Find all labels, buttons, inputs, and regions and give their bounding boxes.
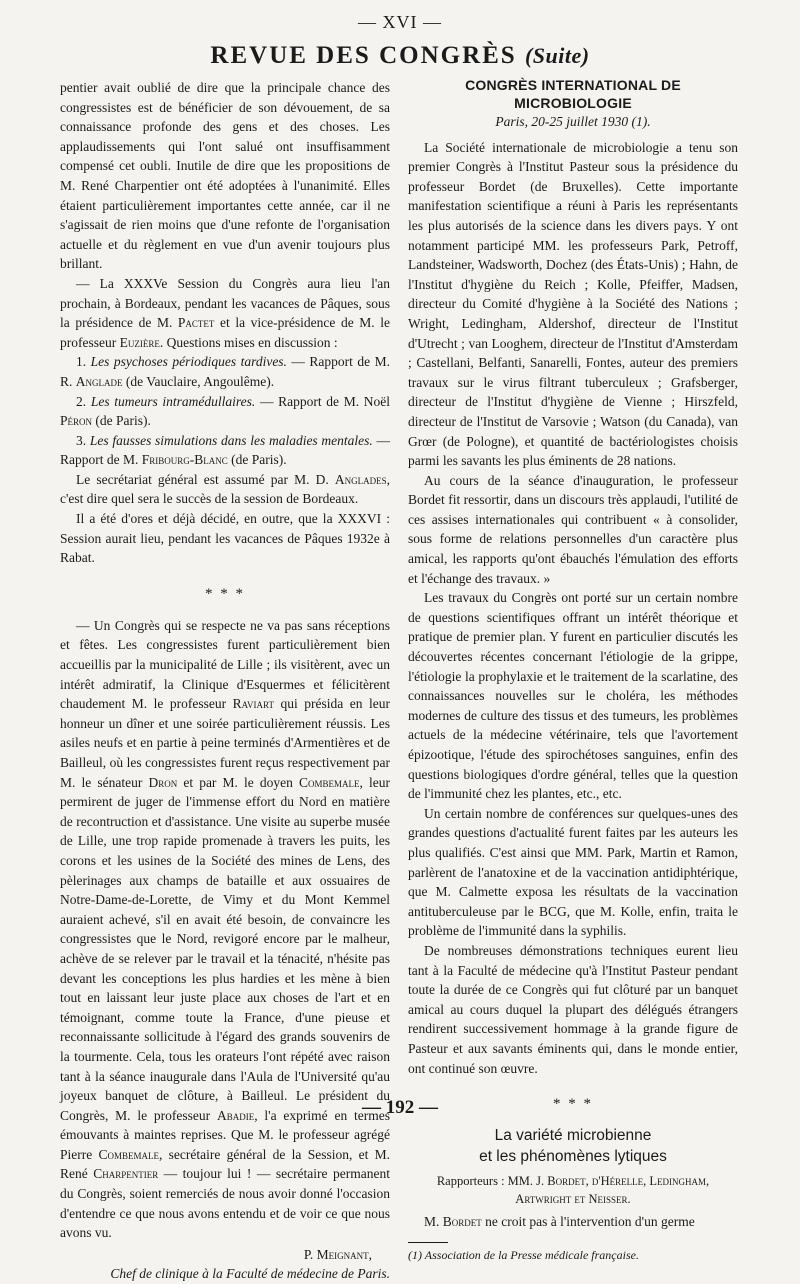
text-run: — Un Congrès qui se respecte ne va pas sans réceptions et fêtes. Les congressistes furent particulièrement bien accueillis par la municipalité de Lille ; ils visitèrent, avec un intérêt admiratif, la Clinique d'Esquermes et félicitèrent chaudement M. le professeur xyxy=(60,617,390,712)
congress-date: Paris, 20-25 juillet 1930 (1). xyxy=(495,114,651,129)
text-run: ne croit pas à l'intervention d'un germe xyxy=(481,1214,695,1230)
text-run: et la vice-présidence de M. le professeur xyxy=(60,315,390,350)
person-name: Anglades xyxy=(334,471,387,487)
masthead xyxy=(0,42,800,70)
reporter-names: J. Bordet, d'Hérelle, Ledingham, Artwright et Neisser. xyxy=(515,1174,710,1207)
person-name: Abadie xyxy=(216,1107,255,1123)
text-run: (de Paris). xyxy=(92,413,151,429)
question-item: 3. Les fausses simulations dans les maladies mentales. — Rapport de M. Fribourg-Blanc (de Paris). xyxy=(60,432,390,468)
question-title: Les psychoses périodiques tardives. xyxy=(90,354,287,370)
question-item: 2. Les tumeurs intramédullaires. — Rapport de M. Noël Péron (de Paris). xyxy=(60,393,391,429)
text-run: — La XXXVe Session du Congrès aura lieu l'an prochain, à Bordeaux, pendant les vacances de Pâques, sous la présidence de M. xyxy=(60,275,390,331)
masthead-suite: (Suite) xyxy=(524,43,590,68)
page-number: — 192 — xyxy=(362,1097,438,1118)
footnote-rule xyxy=(408,1242,448,1243)
signature-role: Chef de clinique à la Faculté de médecine de Paris. xyxy=(110,1266,390,1282)
section-title: La variété microbienne xyxy=(494,1127,652,1145)
person-name: Raviart xyxy=(232,696,274,712)
text-run: (de Vauclaire, Angoulême). xyxy=(122,373,275,389)
question-item: 1. Les psychoses périodiques tardives. — Rapport de M. R. Anglade (de Vauclaire, Angoulême). xyxy=(60,354,390,389)
person-name: Combemale xyxy=(299,774,360,790)
text-run: , c'est dire quel sera le succès de la session de Bordeaux. xyxy=(60,471,390,507)
person-name: Anglade xyxy=(75,373,123,389)
masthead-title: REVUE DES CONGRÈS xyxy=(210,42,517,69)
text-run: — Rapport de M. Noël xyxy=(255,393,391,409)
text-run: — toujour lui ! — secrétaire permanent du Congrès, soient remerciés de nous avoir donné l'occasion d'entendre ce que nous avons entendu et de voir ce que nous avons vu. xyxy=(60,1166,390,1241)
question-title: Les fausses simulations dans les maladies mentales. xyxy=(89,432,373,448)
paragraph: La Société internationale de microbiologie a tenu son premier Congrès à l'Institut Pasteur sous la présidence du professeur Bordet (de Bruxelles). Cette importante manifestation scientifique a réuni à Paris les représentants les plus autorisés de la science dans les divers pays. Y ont notamment participé MM. les professeurs Park, Petroff, Landsteiner, Wadsworth, Dochez (des États-Unis) ; Hahn, de l'Institut d'hygiène du Reich ; Kolle, Pfeiffer, Madsen, directeur du Comité d'hygiène à la Société des Nations ; Wright, Ledingham, Aldershof, directeur de l'Institut d'Utrecht ; van Looghem, directeur de l'Institut d'Amsterdam ; Castellani, Belfanti, Sanarelli, Fontes, auteur des premiers travaux sur le virus filtrant tuberculeux ; Grafsberger, directeur de l'Institut d'hygiène de Vienne ; Hirszfeld, directeur de l'Institut de Varsovie ; Watson (du Canada), van Grœr (de Pologne), et quantité de bactériologistes choisis parmi les savants les plus éminents de 28 nations. xyxy=(408,139,738,469)
paragraph: Il a été d'ores et déjà décidé, en outre, que la XXXVI : Session aurait lieu, pendant les vacances de Pâques 1932e à Rabat. xyxy=(60,511,390,566)
signature-name: P. Meignant, xyxy=(303,1246,372,1262)
person-name: Fribourg-Blanc xyxy=(141,452,228,468)
person-name: Charpentier xyxy=(93,1166,159,1182)
paragraph: pentier avait oublié de dire que la principale chance des congressistes est de bénéficier de son dévouement, de sa connaissance profonde des gens et des choses. Les applaudissements qui l'ont salué ont insuffisamment compensé cet oubli. Inutile de dire que les propositions de M. René Charpentier ont été adoptées à l'unanimité. Elles étaient particulièrement importantes cette année, car il ne s'agissait de rien moins que d'une refonte de l'organisation actuelle et du règlement en vue d'un avenir toujours plus brillant. xyxy=(60,80,390,272)
person-name: Combemale xyxy=(98,1146,160,1162)
footnote: (1) Association de la Presse médicale française. xyxy=(408,1247,639,1262)
text-run: qui présida en leur honneur un dîner et une soirée particulièrement réussis. Les asiles neufs et en partie à peine terminés d'Armentières et de Bailleul, où les congressistes furent reçus respectivement par M. le sénateur xyxy=(60,696,390,790)
text-run: Rapporteurs : MM. xyxy=(436,1174,537,1189)
text-run: et par M. le doyen xyxy=(177,774,299,790)
person-name: Dron xyxy=(148,774,178,790)
congress-title: CONGRÈS INTERNATIONAL DE MICROBIOLOGIE xyxy=(465,77,681,111)
person-name: Bordet xyxy=(442,1214,482,1230)
paragraph xyxy=(60,470,390,509)
person-name: Euzière xyxy=(119,334,160,350)
paragraph: Un certain nombre de conférences sur quelques-unes des grandes questions d'actualité furent faites par les auteurs les plus qualifiés. C'est ainsi que MM. Park, Martin et Ramon, parlèrent de l'anatoxine et de la vaccination antidiphtérique, que M. Calmette exposa les résultats de la vaccination antituberculeuse par le BCG, que M. Kolle, enfin, traita le problème de l'immunité dans la syphilis. xyxy=(408,805,738,939)
paragraph xyxy=(60,274,390,352)
paragraph: De nombreuses démonstrations techniques eurent lieu tant à la Faculté de médecine qu'à l'Institut Pasteur pendant toute la durée de ce Congrès qui fut clôturé par un banquet amical au cours duquel la plupart des délégués étrangers rendirent successivement hommage à la grande figure de Pasteur et aux savants éminents qui, dans le monde entier, ont continué son œuvre. xyxy=(408,942,738,1076)
right-column xyxy=(408,76,738,1264)
text-run: , l'a exprimé en termes émouvants à maintes reprises. Que M. le professeur agrégé Pierre xyxy=(60,1107,390,1162)
text-run: , secrétaire général de la Session, et M. René xyxy=(60,1146,391,1182)
person-name: Pactet xyxy=(177,315,215,331)
header-folio: — XVI — xyxy=(358,12,442,32)
section-subtitle: et les phénomènes lytiques xyxy=(479,1148,667,1166)
text-run: (de Paris). xyxy=(227,452,287,468)
paragraph: Les travaux du Congrès ont porté sur un certain nombre de questions scientifiques offrant un intérêt théorique et pratique de premier plan. Y furent en particulier discutés les découvertes récentes concernant l'étiologie de la grippe, l'étiologie la prophylaxie et le traitement de la scarlatine, des connaissances nouvelles sur le choléra, les méthodes modernes de culture des tissus et des tumeurs, les problèmes actuels de la médecine vétérinaire, tels que l'avortement épizootique, l'étude des spirochétoses sanguines, enfin des questions biologiques d'ordre général, telles que la question de l'immunité chez les plantes, etc., etc. xyxy=(408,590,738,802)
section-separator: * * * xyxy=(205,585,245,602)
person-name: Péron xyxy=(60,413,93,429)
paragraph xyxy=(408,1212,738,1232)
text-run: Le secrétariat général est assumé par M. D. xyxy=(76,471,335,487)
text-run: — Rapport de M. R. xyxy=(60,354,390,389)
reporters-line xyxy=(408,1172,738,1208)
text-run: , leur permirent de juger de l'immense effort du Nord en matière de recontruction et d'assistance. Une visite au superbe musée de Lille, une trop rapide promenade à travers les puits, les corons et les usines de la Société des mines de Lens, des pèlerinages aux champs de bataille et aux ossuaires de Notre-Dame-de-Lorette, de Vimy et du Mont Kemmel auraient achevé, s'il en avait été besoin, de convaincre les congressistes que le Nord, revigoré encore par le malheur, achève de se relever par le travail et la ténacité, n'hésite pas devant les conceptions les plus hardies et les mène à bien tout en laissant leur juste place aux choses de l'art et en témoignant, comme toute la France, d'une pieuse et reconnaissante sollicitude à l'égard des grands souvenirs de la tourmente. Cela, tous les orateurs l'ont répété avec raison tant à la séance inaugurale dans l'Aula de l'Université qu'au joyeux banquet de clôture, à Bailleul. Le président du Congrès, M. le professeur xyxy=(60,774,390,1123)
section-separator: * * * xyxy=(553,1096,593,1113)
text-run: M. xyxy=(424,1214,443,1230)
text-run: . Questions mises en discussion : xyxy=(159,334,338,350)
text-run: — Rapport de M. xyxy=(60,432,390,468)
paragraph xyxy=(60,616,390,1243)
paragraph: Au cours de la séance d'inauguration, le professeur Bordet fit ressortir, dans un discours très applaudi, l'utilité de ces assises internationales qui contribuent « à consolider, sous forme de relations personnelles d'un caractère plus amical, les rapports qu'ont ébauchés l'émulation des efforts et l'échange des travaux. » xyxy=(408,472,738,586)
question-title: Les tumeurs intramédullaires. xyxy=(90,393,256,409)
